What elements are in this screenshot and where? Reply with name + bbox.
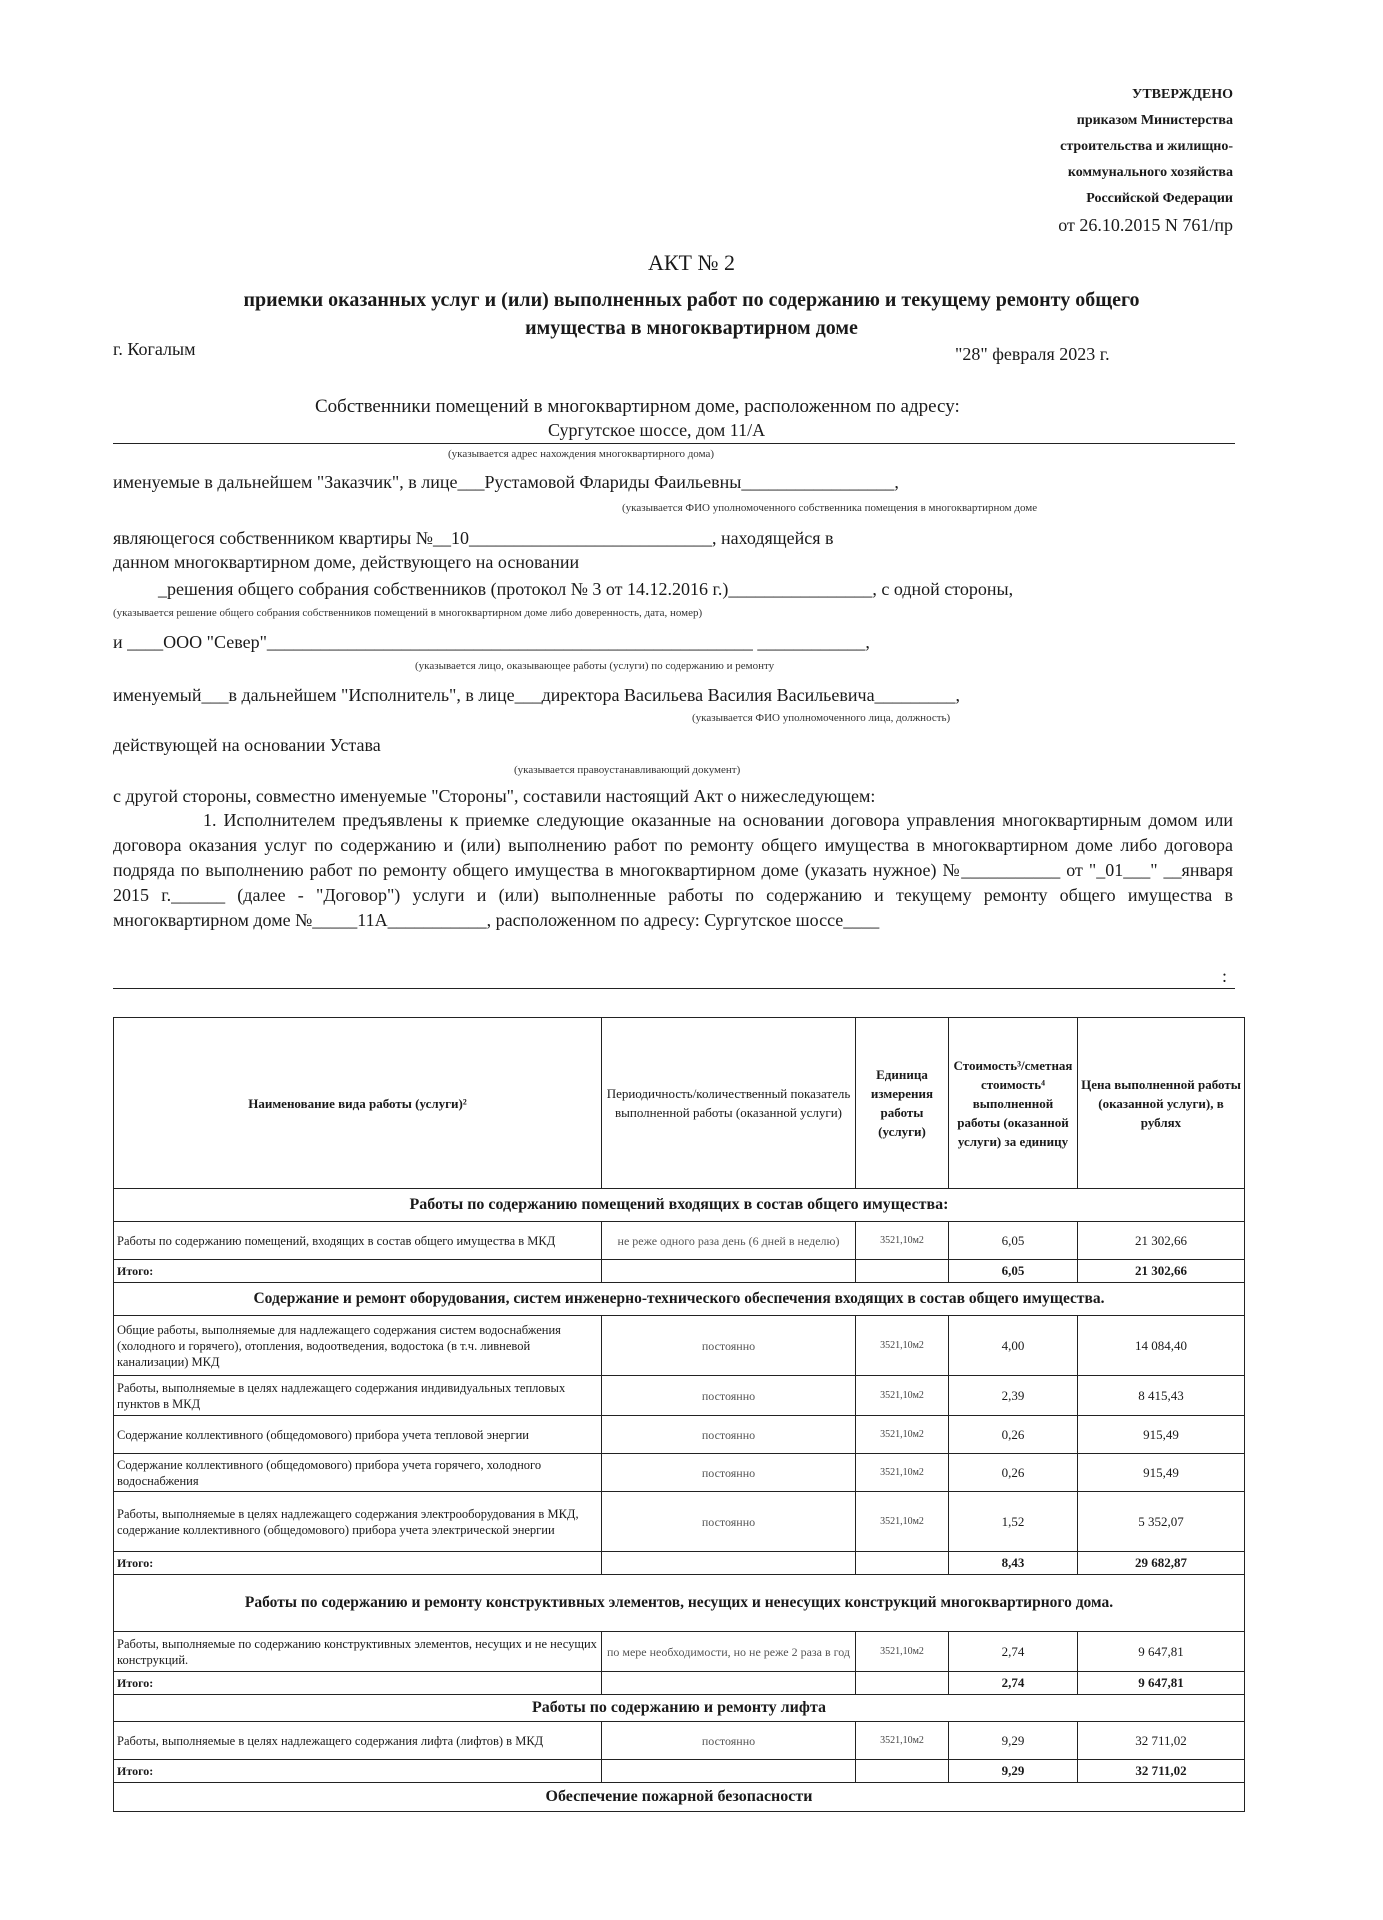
work-periodicity: постоянно — [602, 1492, 856, 1552]
table-row — [114, 1376, 1245, 1416]
total-cost: 6,05 — [949, 1260, 1078, 1283]
table-row — [114, 1222, 1245, 1260]
table-row — [114, 1454, 1245, 1492]
basis-note: (указывается решение общего собрания собственников помещений в многоквартирном доме либо доверенность, дата, номер) — [113, 607, 703, 619]
total-empty — [856, 1260, 949, 1283]
work-price: 21 302,66 — [1078, 1222, 1245, 1260]
total-empty — [856, 1672, 949, 1695]
work-price: 915,49 — [1078, 1416, 1245, 1454]
act-subject-line-2: имущества в многоквартирном доме — [525, 317, 858, 339]
executor-line: именуемый___в дальнейшем "Исполнитель", в лице___директора Васильева Василия Васильевича_________, — [113, 685, 961, 705]
work-name: Работы, выполняемые в целях надлежащего содержания электрооборудования в МКД, содержание коллективного (общедомового) прибора учета электрической энергии — [114, 1492, 602, 1552]
section-title: Работы по содержанию и ремонту лифта — [114, 1695, 1245, 1722]
work-unit: 3521,10м2 — [856, 1222, 949, 1260]
section-row — [114, 1189, 1245, 1222]
work-cost: 0,26 — [949, 1454, 1078, 1492]
work-unit: 3521,10м2 — [856, 1492, 949, 1552]
header-periodicity: Периодичность/количественный показатель выполненной работы (оказанной услуги) — [602, 1018, 856, 1189]
total-row — [114, 1260, 1245, 1283]
executor-note: (указывается ФИО уполномоченного лица, должность) — [692, 712, 951, 724]
work-name: Содержание коллективного (общедомового) прибора учета тепловой энергии — [114, 1416, 602, 1454]
total-cost: 8,43 — [949, 1552, 1078, 1575]
parties-line: с другой стороны, совместно именуемые "Стороны", составили настоящий Акт о нижеследующем: — [113, 786, 876, 806]
total-cost: 9,29 — [949, 1760, 1078, 1783]
acting-basis-note: (указывается правоустанавливающий документ) — [514, 764, 741, 776]
work-cost: 2,74 — [949, 1632, 1078, 1672]
work-name: Содержание коллективного (общедомового) прибора учета горячего, холодного водоснабжения — [114, 1454, 602, 1492]
approval-line: коммунального хозяйства — [1067, 165, 1233, 180]
works-table — [113, 1017, 1245, 1812]
work-periodicity: не реже одного раза день (6 дней в неделю) — [602, 1222, 856, 1260]
total-empty — [602, 1552, 856, 1575]
work-periodicity: по мере необходимости, но не реже 2 раза в год — [602, 1632, 856, 1672]
header-unit: Единица измерения работы (услуги) — [856, 1018, 949, 1189]
total-empty — [856, 1760, 949, 1783]
section-row — [114, 1283, 1245, 1316]
work-price: 8 415,43 — [1078, 1376, 1245, 1416]
total-price: 21 302,66 — [1078, 1260, 1245, 1283]
table-row — [114, 1722, 1245, 1760]
work-price: 915,49 — [1078, 1454, 1245, 1492]
work-price: 9 647,81 — [1078, 1632, 1245, 1672]
work-cost: 4,00 — [949, 1316, 1078, 1376]
total-label: Итого: — [114, 1260, 602, 1283]
table-row — [114, 1316, 1245, 1376]
act-city: г. Когалым — [113, 339, 196, 359]
approval-line: приказом Министерства — [1076, 113, 1233, 128]
clause-1-colon: : — [1222, 966, 1228, 986]
work-name: Работы, выполняемые в целях надлежащего содержания лифта (лифтов) в МКД — [114, 1722, 602, 1760]
total-row — [114, 1552, 1245, 1575]
customer-note: (указывается ФИО уполномоченного собственника помещения в многоквартирном доме — [622, 502, 1038, 514]
contractor-note: (указывается лицо, оказывающее работы (услуги) по содержанию и ремонту — [415, 660, 775, 672]
work-cost: 0,26 — [949, 1416, 1078, 1454]
work-name: Работы, выполняемые по содержанию конструктивных элементов, несущих и не несущих конструкций. — [114, 1632, 602, 1672]
total-row — [114, 1672, 1245, 1695]
work-periodicity: постоянно — [602, 1416, 856, 1454]
approval-order: от 26.10.2015 N 761/пр — [1058, 215, 1233, 235]
basis-line: _решения общего собрания собственников (протокол № 3 от 14.12.2016 г.)________________, с одной стороны, — [158, 579, 1014, 599]
work-name: Общие работы, выполняемые для надлежащего содержания систем водоснабжения (холодного и горячего), отопления, водоотведения, водостока (в т.ч. ливневой канализации) МКД — [114, 1316, 602, 1376]
act-subject-line-1: приемки оказанных услуг и (или) выполненных работ по содержанию и текущему ремонту общего — [243, 289, 1140, 311]
header-name: Наименование вида работы (услуги)² — [114, 1018, 602, 1189]
work-periodicity: постоянно — [602, 1454, 856, 1492]
approval-line: Российской Федерации — [1086, 191, 1233, 206]
work-price: 32 711,02 — [1078, 1722, 1245, 1760]
contractor-line: и ____ООО "Север"______________________________________________________ ____________, — [113, 632, 870, 652]
section-title: Обеспечение пожарной безопасности — [114, 1783, 1245, 1812]
acting-basis-line: действующей на основании Устава — [113, 735, 381, 755]
total-empty — [602, 1760, 856, 1783]
act-date: "28" февраля 2023 г. — [955, 344, 1110, 364]
approval-line: УТВЕРЖДЕНО — [1132, 87, 1233, 102]
total-row — [114, 1760, 1245, 1783]
work-periodicity: постоянно — [602, 1316, 856, 1376]
total-empty — [602, 1672, 856, 1695]
section-title: Работы по содержанию и ремонту конструктивных элементов, несущих и ненесущих конструкций многоквартирного дома. — [114, 1575, 1245, 1632]
work-periodicity: постоянно — [602, 1376, 856, 1416]
work-cost: 2,39 — [949, 1376, 1078, 1416]
section-row — [114, 1575, 1245, 1632]
address-rule — [113, 443, 1235, 444]
approval-block — [1058, 82, 1233, 238]
work-periodicity: постоянно — [602, 1722, 856, 1760]
work-unit: 3521,10м2 — [856, 1416, 949, 1454]
work-price: 5 352,07 — [1078, 1492, 1245, 1552]
total-label: Итого: — [114, 1760, 602, 1783]
work-name: Работы по содержанию помещений, входящих в состав общего имущества в МКД — [114, 1222, 602, 1260]
section-row — [114, 1695, 1245, 1722]
total-label: Итого: — [114, 1552, 602, 1575]
work-unit: 3521,10м2 — [856, 1454, 949, 1492]
work-unit: 3521,10м2 — [856, 1632, 949, 1672]
total-label: Итого: — [114, 1672, 602, 1695]
total-price: 29 682,87 — [1078, 1552, 1245, 1575]
work-name: Работы, выполняемые в целях надлежащего содержания индивидуальных тепловых пунктов в МКД — [114, 1376, 602, 1416]
house-address: Сургутское шоссе, дом 11/А — [548, 420, 766, 440]
table-header-row — [114, 1018, 1245, 1189]
table-row — [114, 1416, 1245, 1454]
section-title: Работы по содержанию помещений входящих в состав общего имущества: — [114, 1189, 1245, 1222]
total-empty — [602, 1260, 856, 1283]
total-price: 9 647,81 — [1078, 1672, 1245, 1695]
section-row — [114, 1783, 1245, 1812]
act-subject — [0, 286, 1383, 342]
work-unit: 3521,10м2 — [856, 1376, 949, 1416]
owner-apartment-line: являющегося собственником квартиры №__10___________________________, находящейся в — [113, 528, 834, 548]
header-price: Цена выполненной работы (оказанной услуги), в рублях — [1078, 1018, 1245, 1189]
section-title: Содержание и ремонт оборудования, систем инженерно-технического обеспечения входящих в состав общего имущества. — [114, 1283, 1245, 1316]
work-unit: 3521,10м2 — [856, 1722, 949, 1760]
owners-line: Собственники помещений в многоквартирном доме, расположенном по адресу: — [315, 396, 960, 417]
house-basis-line: данном многоквартирном доме, действующего на основании — [113, 552, 580, 572]
address-note: (указывается адрес нахождения многоквартирного дома) — [448, 448, 715, 460]
work-price: 14 084,40 — [1078, 1316, 1245, 1376]
work-cost: 9,29 — [949, 1722, 1078, 1760]
work-cost: 1,52 — [949, 1492, 1078, 1552]
total-price: 32 711,02 — [1078, 1760, 1245, 1783]
work-unit: 3521,10м2 — [856, 1316, 949, 1376]
total-cost: 2,74 — [949, 1672, 1078, 1695]
clause-1-rule — [113, 988, 1235, 989]
total-empty — [856, 1552, 949, 1575]
header-cost: Стоимость³/сметная стоимость⁴ выполненной работы (оказанной услуги) за единицу — [949, 1018, 1078, 1189]
table-row — [114, 1492, 1245, 1552]
act-number: АКТ № 2 — [648, 250, 735, 275]
approval-line: строительства и жилищно- — [1060, 139, 1233, 154]
work-cost: 6,05 — [949, 1222, 1078, 1260]
clause-1: 1. Исполнителем предъявлены к приемке следующие оказанные на основании договора управления многоквартирным домом или договора оказания услуг по содержанию и (или) выполнению работ по ремонту общего имущества в многоквартирном доме либо договора подряда по выполнению работ по ремонту общего имущества в многоквартирном доме (указать нужное) №___________ от "_01___" __января 2015 г.______ (далее - "Договор") услуги и (или) выполненные работы по содержанию и текущему ремонту общего имущества в многоквартирном доме №_____11А___________, расположенном по адресу: Сургутское шоссе____ — [113, 810, 1233, 930]
table-row — [114, 1632, 1245, 1672]
customer-line: именуемые в дальнейшем "Заказчик", в лице___Рустамовой Флариды Фаильевны_________________, — [113, 472, 899, 492]
